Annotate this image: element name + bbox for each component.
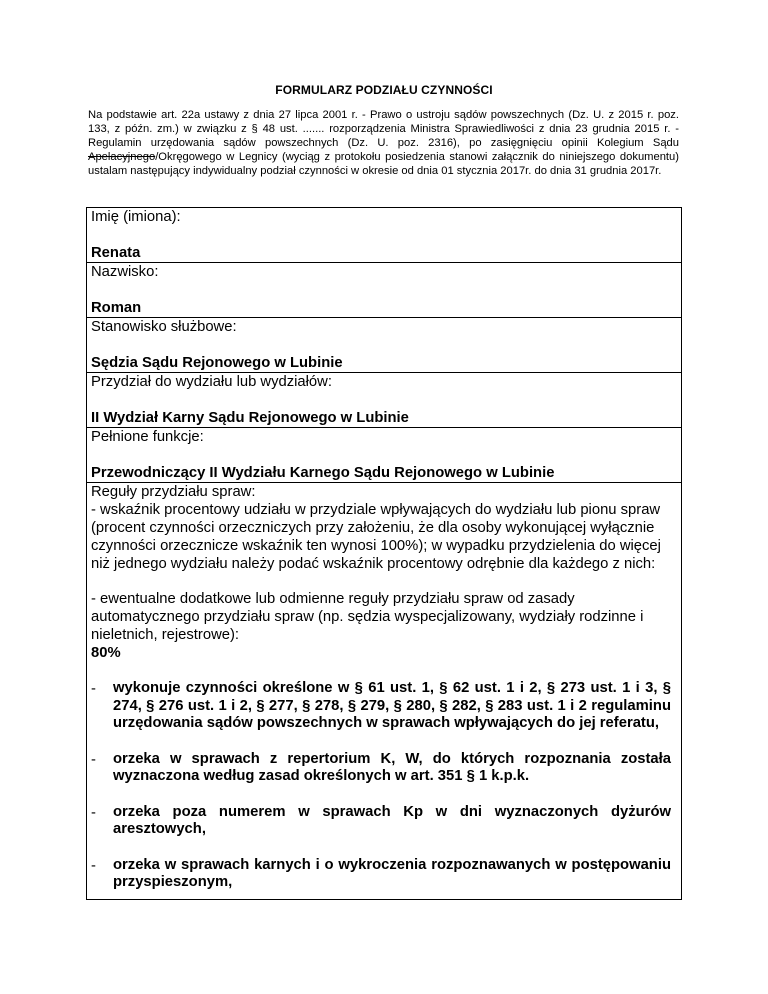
rules-label: Reguły przydziału spraw: <box>91 484 256 500</box>
assignment-form <box>86 207 682 900</box>
functions-value: Przewodniczący II Wydziału Karnego Sądu Rejonowego w Lubinie <box>91 465 555 481</box>
intro-paragraph <box>88 108 679 178</box>
first-name-value: Renata <box>91 245 141 261</box>
rules-additional-text: - ewentualne dodatkowe lub odmienne reguły przydziału spraw od zasady automatycznego przydziału spraw (np. sędzia wyspecjalizowany, wydziały rodzinne i nieletnich, rejestrowe): <box>91 591 644 643</box>
field-department <box>87 373 681 428</box>
rule-item-dash: - <box>91 857 96 874</box>
rule-item-dash: - <box>91 681 96 697</box>
department-value: II Wydział Karny Sądu Rejonowego w Lubinie <box>91 410 409 426</box>
position-value: Sędzia Sądu Rejonowego w Lubinie <box>91 355 343 371</box>
field-first-name <box>87 208 681 263</box>
department-label: Przydział do wydziału lub wydziałów: <box>91 374 332 390</box>
rule-item <box>91 680 671 733</box>
field-functions <box>87 428 681 483</box>
last-name-label: Nazwisko: <box>91 264 159 280</box>
rule-item-text: orzeka w sprawach z repertorium K, W, do których rozpoznania została wyznaczona według zasad określonych w art. 351 § 1 k.p.k. <box>113 750 671 784</box>
document-title: FORMULARZ PODZIAŁU CZYNNOŚCI <box>275 83 493 97</box>
first-name-label: Imię (imiona): <box>91 209 181 225</box>
rule-item-text: orzeka w sprawach karnych i o wykroczenia rozpoznawanych w postępowaniu przyspieszonym, <box>113 856 671 890</box>
rule-item-text: orzeka poza numerem w sprawach Kp w dni wyznaczonych dyżurów aresztowych, <box>113 803 671 837</box>
functions-label: Pełnione funkcje: <box>91 429 204 445</box>
intro-text-part2: /Okręgowego w Legnicy (wyciąg z protokołu posiedzenia stanowi załącznik do niniejszego dokumentu) ustalam następujący indywidualny podział czynności w okresie od dnia 01 stycznia 2017r. do dnia 31 grudnia 2017r. <box>88 151 679 177</box>
rule-item-dash: - <box>91 751 96 768</box>
rule-item <box>91 857 671 892</box>
last-name-value: Roman <box>91 300 142 316</box>
rule-item <box>91 751 671 786</box>
position-label: Stanowisko służbowe: <box>91 319 237 335</box>
field-position <box>87 318 681 373</box>
rules-indicator-text: - wskaźnik procentowy udziału w przydziale wpływających do wydziału lub pionu spraw (procent czynności orzeczniczych przy założeniu, że dla osoby wykonującej wyłącznie czynności orzecznicze wskaźnik ten wynosi 100%); w wypadku przydzielenia do więcej niż jednego wydziału należy podać wskaźnik procentowy odrębnie dla każdego z nich: <box>91 502 661 572</box>
rule-item-text: wykonuje czynności określone w § 61 ust. 1, § 62 ust. 1 i 2, § 273 ust. 1 i 3, § 274, § 276 ust. 1 i 2, § 277, § 278, § 279, § 280, § 282, § 283 ust. 1 i 2 regulaminu urzędowania sądów powszechnych w sprawach wpływających do jej referatu, <box>113 680 671 731</box>
field-last-name <box>87 263 681 318</box>
rule-item-dash: - <box>91 804 96 821</box>
rule-item <box>91 804 671 839</box>
intro-text-part1: Na podstawie art. 22a ustawy z dnia 27 lipca 2001 r. - Prawo o ustroju sądów powszechnych (Dz. U. z 2015 r. poz. 133, z późn. zm.) w związku z § 48 ust. ....... rozporządzenia Ministra Sprawiedliwości z dnia 23 grudnia 2015 r. - Regulamin urzędowania sądów powszechnych (Dz. U. poz. 2316), po zasięgnięciu opinii Kolegium Sądu <box>88 109 679 149</box>
rules-percentage: 80% <box>91 645 121 661</box>
intro-struck-word: Apelacyjnego <box>88 151 156 163</box>
field-assignment-rules <box>87 483 681 892</box>
